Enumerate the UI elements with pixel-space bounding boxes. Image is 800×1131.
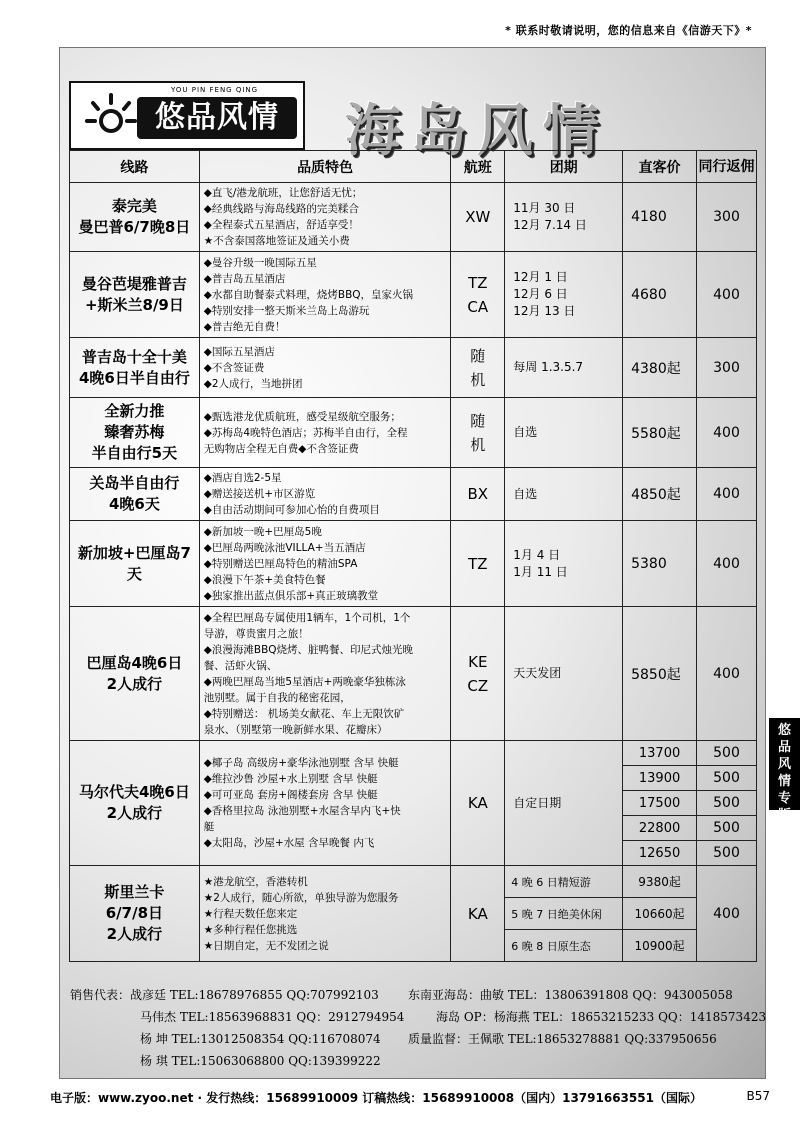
feature-line: ◆两晚巴厘岛当地5星酒店+两晚豪华独栋泳	[203, 675, 406, 688]
feature-line: 艇	[203, 821, 215, 833]
cell-line: 1月 11 日	[513, 564, 568, 579]
cell-line: CA	[467, 297, 489, 316]
cell-line: 半自由行5天	[91, 444, 178, 462]
feature-line: ◆新加坡一晚+巴厘岛5晚	[203, 525, 322, 538]
table-row	[70, 338, 757, 398]
route-cell	[70, 468, 200, 521]
footer-info: 电子版：www.zyoo.net · 发行热线：15689910009 订稿热线：15689910008（国内）13791663551（国际）	[50, 1091, 702, 1105]
commission-cell: 300	[697, 338, 757, 398]
cell-line: TZ	[468, 273, 488, 292]
header	[69, 81, 757, 164]
feature-line: ◆苏梅岛4晚特色酒店；苏梅半自由行，全程	[203, 426, 408, 439]
table-row	[70, 741, 757, 766]
price-cell: 4680	[623, 252, 697, 338]
side-tab-char: 版	[777, 808, 791, 823]
side-tab-char: 情	[777, 774, 791, 789]
feature-line: ◆经典线路与海岛线路的完美糅合	[203, 203, 359, 215]
feature-line: ★港龙航空，香港转机	[203, 875, 308, 888]
route-cell	[70, 607, 200, 741]
cell-line: CZ	[467, 676, 489, 695]
feature-line: ◆不含签证费	[203, 361, 265, 374]
table-row	[70, 866, 757, 898]
commission-cell: 500	[697, 841, 757, 866]
feature-line: ◆甄选港龙优质航班，感受星级航空服务；	[203, 410, 401, 423]
commission-cell: 400	[697, 521, 757, 607]
cell-line: 巴厘岛4晚6日	[86, 653, 183, 672]
commission-cell: 400	[697, 252, 757, 338]
cell-line: TZ	[468, 554, 488, 573]
cell-line: BX	[467, 485, 489, 503]
route-cell	[70, 183, 200, 252]
price-cell: 13700	[623, 741, 697, 766]
feature-line: ◆可可亚岛 套房+阁楼套房 含早 快艇	[203, 789, 378, 801]
flight-cell	[451, 468, 505, 521]
feature-line: ◆特别安排一整天斯米兰岛上岛游玩	[203, 304, 370, 317]
commission-cell: 500	[697, 766, 757, 791]
price-cell: 5380	[623, 521, 697, 607]
cell-line: +斯米兰8/9日	[84, 295, 184, 314]
side-tab-label	[769, 722, 800, 824]
cell-line: 臻奢苏梅	[104, 423, 165, 441]
contact-line: 海岛 OP：杨海燕 TEL：18653215233 QQ：1418573423	[436, 1010, 767, 1024]
flight-cell	[451, 607, 505, 741]
dates-cell	[505, 607, 623, 741]
price-cell: 22800	[623, 816, 697, 841]
side-tab	[769, 718, 800, 823]
dates-cell: 自定日期	[505, 741, 623, 866]
side-tab-char: 专	[777, 791, 791, 806]
feature-line: ◆巴厘岛两晚泳池VILLA+当五酒店	[203, 541, 366, 554]
feature-line: ◆普吉岛五星酒店	[203, 272, 286, 285]
cell-line: 6/7/8日	[105, 904, 164, 922]
feature-line: ◆维拉沙鲁 沙屋+水上别墅 含早 快艇	[203, 773, 378, 785]
feature-line: ◆曼谷升级一晚国际五星	[203, 256, 317, 269]
cell-line: 2人成行	[106, 925, 163, 943]
price-cell: 5580起	[623, 398, 697, 468]
header-features: 品质特色	[199, 151, 451, 183]
cell-line: 2人成行	[106, 804, 163, 822]
cell-line: 12月 1 日	[513, 270, 568, 284]
route-cell	[70, 338, 200, 398]
contact-line: 东南亚海岛：曲敏 TEL：13806391808 QQ：943005058	[408, 988, 733, 1002]
source-note: * 联系时敬请说明，您的信息来自《信游天下》*	[505, 24, 752, 37]
page-number: B57	[746, 1089, 770, 1103]
side-tab-char: 悠	[777, 723, 791, 738]
header-flight: 航班	[451, 151, 505, 183]
feature-line: ★行程天数任您来定	[203, 907, 298, 920]
price-cell: 12650	[623, 841, 697, 866]
header-price: 直客价	[623, 151, 697, 183]
cell-line: KE	[468, 652, 488, 671]
price-cell: 9380起	[623, 866, 697, 898]
price-cell: 4380起	[623, 338, 697, 398]
route-cell	[70, 521, 200, 607]
contact-line: 质量监督：王佩歌 TEL:18653278881 QQ:337950656	[408, 1032, 717, 1046]
feature-line: ◆普吉绝无自费！	[203, 320, 286, 333]
features-cell	[199, 183, 451, 252]
page-title: 海岛风情	[345, 98, 609, 164]
contact-line: 马伟杰 TEL:18563968831 QQ：2912794954	[140, 1010, 405, 1024]
price-cell: 13900	[623, 766, 697, 791]
feature-line: ★多种行程任您挑选	[203, 923, 298, 936]
contact-line: 杨 坤 TEL:13012508354 QQ:116708074	[140, 1032, 381, 1046]
table-row	[70, 521, 757, 607]
commission-cell: 300	[697, 183, 757, 252]
sun-icon	[85, 91, 137, 143]
features-cell	[199, 252, 451, 338]
side-tab-char: 风	[777, 757, 791, 772]
cell-line: 4晚6日半自由行	[78, 368, 190, 387]
dates-cell	[505, 183, 623, 252]
features-cell	[199, 398, 451, 468]
footer	[50, 1089, 770, 1106]
feature-line: ◆太阳岛，沙屋+水屋 含早晚餐 内飞	[203, 837, 375, 849]
features-cell	[199, 468, 451, 521]
cell-line: 12月 13 日	[513, 304, 576, 318]
header-dates: 团期	[505, 151, 623, 183]
flight-cell: KA	[451, 741, 505, 866]
feature-line: 导游，尊贵蜜月之旅！	[203, 627, 309, 640]
cell-line: 全新力推	[104, 402, 165, 420]
dates-cell	[505, 338, 623, 398]
contact-line: 销售代表：战彦廷 TEL:18678976855 QQ:707992103	[70, 988, 379, 1002]
feature-line: ◆自由活动期间可参加心怡的自费项目	[203, 504, 380, 516]
side-tab-char: 品	[777, 740, 791, 755]
commission-cell: 500	[697, 791, 757, 816]
flight-cell	[451, 252, 505, 338]
cell-line: 每周 1.3.5.7	[513, 360, 584, 374]
cell-line: 12月 7.14 日	[513, 218, 587, 232]
cell-line: 普吉岛十全十美	[81, 347, 187, 366]
price-cell: 4180	[623, 183, 697, 252]
cell-line: 自选	[513, 425, 538, 439]
cell-line: 随	[470, 411, 486, 430]
commission-cell: 400	[697, 866, 757, 962]
cell-line: 泰完美	[111, 197, 157, 215]
flight-cell	[451, 398, 505, 468]
feature-line: ◆香格里拉岛 泳池别墅+水屋含早内飞+快	[203, 805, 401, 817]
feature-line: ◆浪漫海滩BBQ烧烤、脏鸭餐、印尼式烛光晚	[203, 643, 414, 656]
dates-cell	[505, 521, 623, 607]
option-cell: 4 晚 6 日精短游	[505, 866, 623, 898]
route-cell	[70, 252, 200, 338]
features-cell	[199, 521, 451, 607]
flight-cell: KA	[451, 866, 505, 962]
cell-line: 天	[126, 564, 142, 583]
cell-line: 随	[470, 346, 486, 365]
feature-line: ★不含泰国落地签证及通关小费	[203, 235, 350, 247]
feature-line: ◆特别赠送巴厘岛特色的精油SPA	[203, 557, 358, 570]
feature-line: ◆赠送接送机+市区游览	[203, 488, 316, 500]
cell-line: 天天发团	[513, 666, 562, 680]
cell-line: XW	[465, 208, 491, 226]
header-commission: 同行返佣	[697, 151, 757, 183]
cell-line: 11月 30 日	[513, 201, 576, 215]
route-cell	[70, 398, 200, 468]
feature-line: ◆酒店自选2-5星	[203, 472, 282, 484]
feature-line: 无购物店全程无自费◆不含签证费	[203, 442, 359, 455]
table-row	[70, 183, 757, 252]
feature-line: 池别墅。属于自我的秘密花园，	[203, 691, 351, 704]
commission-cell: 400	[697, 468, 757, 521]
contact-line: 杨 琪 TEL:15063068800 QQ:139399222	[140, 1054, 381, 1068]
price-cell: 10660起	[623, 898, 697, 930]
cell-line: 马尔代夫4晚6日	[78, 783, 190, 801]
flight-cell	[451, 183, 505, 252]
feature-line: ◆全程泰式五星酒店，舒适享受！	[203, 219, 359, 231]
table-row	[70, 252, 757, 338]
features-cell	[199, 607, 451, 741]
dates-cell	[505, 468, 623, 521]
feature-line: ◆独家推出蓝点俱乐部+真正玻璃教堂	[203, 589, 379, 602]
feature-line: 餐、活虾火锅、	[203, 659, 278, 672]
cell-line: 关岛半自由行	[89, 474, 180, 492]
logo-subtitle: YOU PIN FENG QING	[171, 86, 259, 94]
option-cell: 6 晚 8 日原生态	[505, 930, 623, 962]
feature-line: ★2人成行，随心所欲，单独导游为您服务	[203, 891, 399, 904]
logo-name: 悠品风情	[137, 97, 297, 139]
routes-table	[69, 150, 757, 962]
feature-line: ◆直飞/港龙航班，让您舒适无忧；	[203, 187, 363, 199]
price-cell: 10900起	[623, 930, 697, 962]
cell-line: 1月 4 日	[513, 547, 561, 562]
feature-line: ★日期自定，无不发团之说	[203, 939, 329, 952]
feature-line: 泉水、（别墅第一晚新鲜水果、花瓣床）	[203, 723, 388, 736]
cell-line: 曼巴普6/7晚8日	[78, 218, 191, 236]
price-cell: 5850起	[623, 607, 697, 741]
feature-line: ◆特别赠送： 机场美女献花、车上无限饮矿	[203, 707, 405, 720]
cell-line: 曼谷芭堤雅普吉	[81, 274, 187, 293]
table-header-row	[70, 151, 757, 183]
cell-line: 机	[470, 370, 486, 389]
commission-cell: 500	[697, 816, 757, 841]
commission-cell: 400	[697, 607, 757, 741]
feature-line: ◆浪漫下午茶+美食特色餐	[203, 573, 326, 586]
dates-cell	[505, 398, 623, 468]
features-cell	[199, 866, 451, 962]
flight-cell	[451, 521, 505, 607]
cell-line: 12月 6 日	[513, 287, 568, 301]
price-cell: 17500	[623, 791, 697, 816]
feature-line: ◆国际五星酒店	[203, 345, 275, 358]
feature-line: ◆全程巴厘岛专属使用1辆车，1个司机，1个	[203, 611, 411, 624]
cell-line: 机	[470, 435, 486, 454]
table-row	[70, 468, 757, 521]
feature-line: ◆2人成行，当地拼团	[203, 377, 303, 390]
route-cell	[70, 866, 200, 962]
commission-cell: 400	[697, 398, 757, 468]
cell-line: 斯里兰卡	[104, 883, 165, 901]
cell-line: 2人成行	[106, 674, 163, 693]
flight-cell	[451, 338, 505, 398]
feature-line: ◆椰子岛 高级房+豪华泳池别墅 含早 快艇	[203, 757, 399, 769]
price-cell: 4850起	[623, 468, 697, 521]
cell-line: 自选	[513, 486, 538, 501]
option-cell: 5 晚 7 日绝美休闲	[505, 898, 623, 930]
features-cell	[199, 338, 451, 398]
table-row	[70, 607, 757, 741]
dates-cell	[505, 252, 623, 338]
features-cell	[199, 741, 451, 866]
commission-cell: 500	[697, 741, 757, 766]
table-row	[70, 398, 757, 468]
logo	[69, 81, 305, 150]
header-route: 线路	[70, 151, 200, 183]
cell-line: 4晚6天	[108, 495, 160, 513]
feature-line: ◆水都自助餐泰式料理，烧烤BBQ，皇家火锅	[203, 288, 414, 301]
route-cell	[70, 741, 200, 866]
cell-line: 新加坡+巴厘岛7	[77, 543, 191, 562]
